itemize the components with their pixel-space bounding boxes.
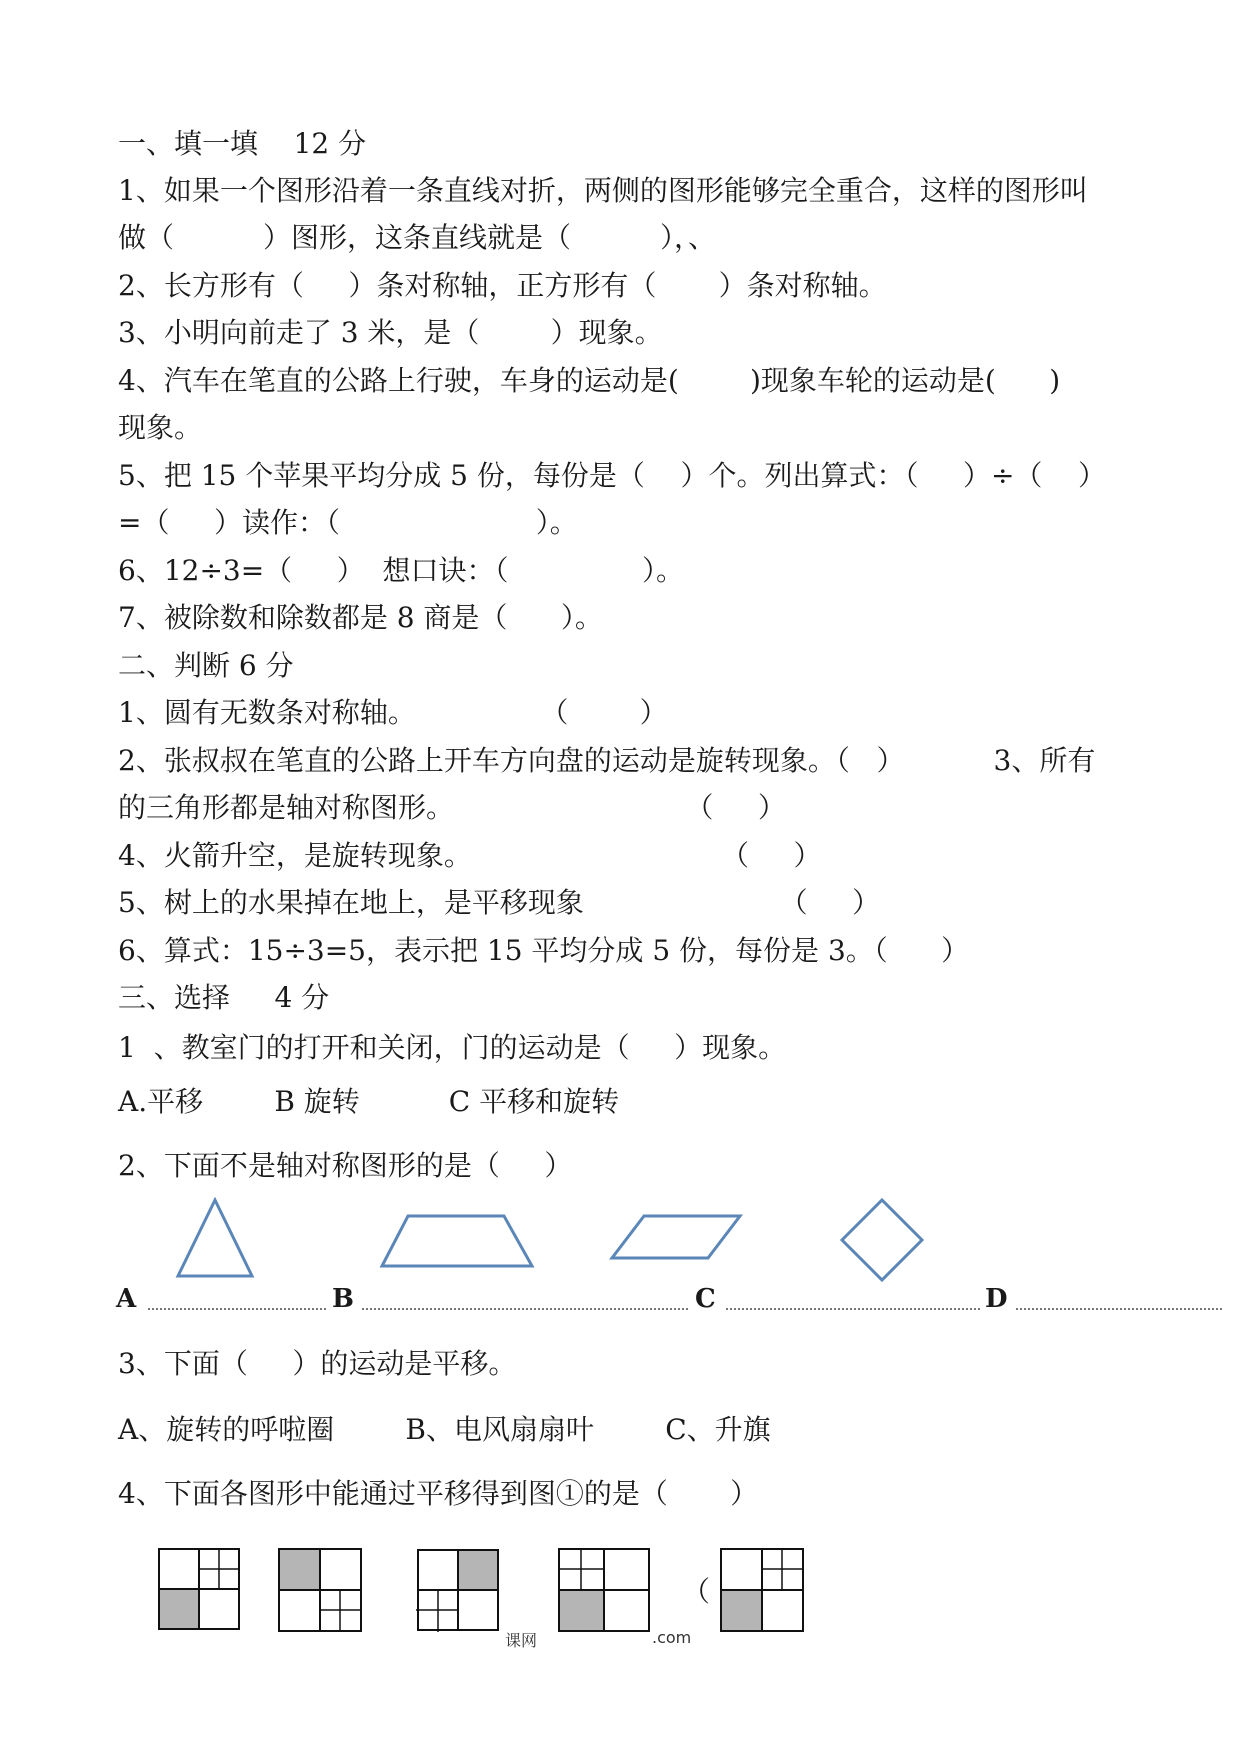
- question-1-5b: =（ ）读作：（ ）。: [118, 506, 578, 539]
- dotted-divider: [148, 1308, 326, 1310]
- grid-figure-2: [278, 1548, 362, 1636]
- diamond-shape: [838, 1196, 926, 1284]
- triangle-shape: [172, 1196, 258, 1282]
- section3-title: 三、选择 4 分: [118, 981, 330, 1014]
- question-3-3: 3、下面（ ）的运动是平移。: [118, 1347, 517, 1380]
- parallelogram-shape: [608, 1212, 744, 1262]
- grid-figure-4: [558, 1548, 650, 1636]
- question-1-4a: 4、汽车在笔直的公路上行驶，车身的运动是( )现象车轮的运动是( ): [118, 364, 1061, 397]
- paren-mark: （: [682, 1575, 711, 1608]
- option-letter-c: C: [695, 1284, 716, 1314]
- grid-figure-1: [158, 1548, 240, 1634]
- question-1-1a: 1、如果一个图形沿着一条直线对折，两侧的图形能够完全重合，这样的图形叫: [118, 174, 1088, 207]
- question-1-6: 6、12÷3=（ ） 想口诀：（ ）。: [118, 554, 684, 587]
- grid-figure-5: [720, 1548, 804, 1636]
- question-1-1b: 做（ ）图形，这条直线就是（ ），、: [118, 221, 717, 254]
- question-1-4b: 现象。: [118, 411, 203, 444]
- trapezoid-shape: [378, 1212, 536, 1270]
- question-3-1-options: A.平移 B 旋转 C 平移和旋转: [118, 1085, 620, 1118]
- question-1-3: 3、小明向前走了 3 米，是（ ）现象。: [118, 316, 663, 349]
- dotted-divider: [1016, 1308, 1222, 1310]
- option-letter-b: B: [332, 1284, 354, 1314]
- question-1-7: 7、被除数和除数都是 8 商是（ ）。: [118, 601, 603, 634]
- question-1-2: 2、长方形有（ ）条对称轴，正方形有（ ）条对称轴。: [118, 269, 887, 302]
- question-1-5a: 5、把 15 个苹果平均分成 5 份，每份是（ ）个。列出算式：（ ）÷（ ）: [118, 459, 1107, 492]
- option-letter-a: A: [116, 1284, 137, 1314]
- section1-title: 一、填一填 12 分: [118, 127, 367, 160]
- question-2-2a: 2、张叔叔在笔直的公路上开车方向盘的运动是旋转现象。（ ） 3、所有: [118, 744, 1096, 777]
- watermark-right: .com: [652, 1628, 692, 1647]
- question-2-4: 4、火箭升空，是旋转现象。 （ ）: [118, 839, 822, 872]
- question-3-3-options: A、旋转的呼啦圈 B、电风扇扇叶 C、升旗: [118, 1413, 771, 1446]
- question-3-1: 1 、教室门的打开和关闭，门的运动是（ ）现象。: [118, 1031, 787, 1064]
- grid-figure-3: [416, 1548, 500, 1638]
- question-2-2b: 的三角形都是轴对称图形。 （ ）: [118, 791, 786, 824]
- question-2-1: 1、圆有无数条对称轴。 （ ）: [118, 696, 668, 729]
- question-3-4: 4、下面各图形中能通过平移得到图①的是（ ）: [118, 1477, 759, 1510]
- question-2-6: 6、算式：15÷3=5，表示把 15 平均分成 5 份，每份是 3。（ ）: [118, 934, 970, 967]
- option-letter-d: D: [985, 1284, 1008, 1314]
- dotted-divider: [362, 1308, 688, 1310]
- question-2-5: 5、树上的水果掉在地上，是平移现象 （ ）: [118, 886, 881, 919]
- question-3-2: 2、下面不是轴对称图形的是（ ）: [118, 1149, 573, 1182]
- dotted-divider: [726, 1308, 980, 1310]
- watermark-left: 课网: [505, 1631, 538, 1650]
- section2-title: 二、判断 6 分: [118, 649, 294, 682]
